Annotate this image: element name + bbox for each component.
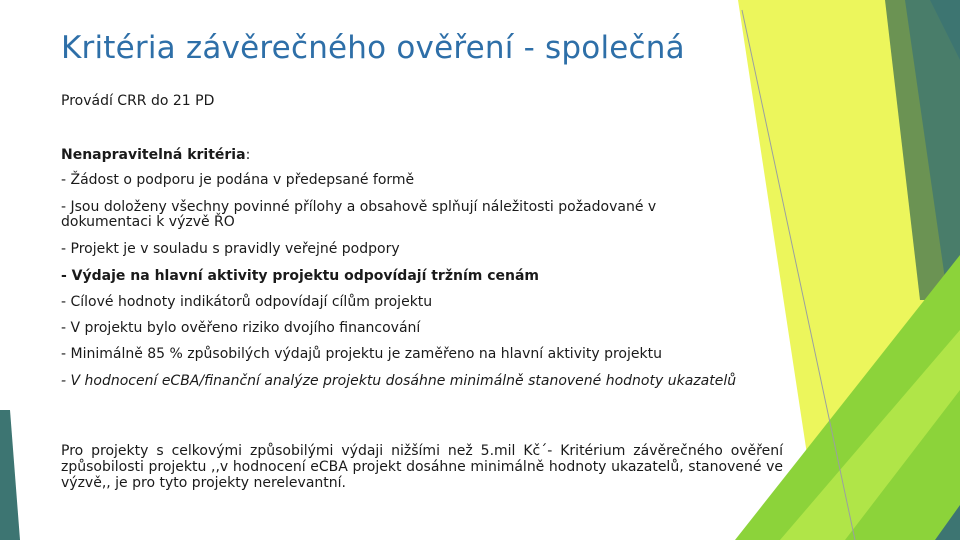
- criteria-item: - Žádost o podporu je podána v předepsané formě: [61, 172, 415, 188]
- criteria-heading-label: Nenapravitelná kritéria: [61, 147, 246, 163]
- criteria-item: - Výdaje na hlavní aktivity projektu odpovídají tržním cenám: [61, 268, 540, 284]
- criteria-item: - Jsou doloženy všechny povinné přílohy a obsahově splňují náležitosti požadované v dokumentaci k výzvě ŘO: [61, 199, 657, 230]
- criteria-item: - V hodnocení eCBA/finanční analýze projektu dosáhne minimálně stanovené hodnoty ukazatelů: [61, 373, 737, 389]
- criteria-item: - Minimálně 85 % způsobilých výdajů projektu je zaměřeno na hlavní aktivity projektu: [61, 346, 662, 362]
- criteria-heading-colon: :: [245, 147, 251, 163]
- criteria-item: - Projekt je v souladu s pravidly veřejné podpory: [61, 241, 400, 257]
- footnote-paragraph: Pro projekty s celkovými způsobilými výdaji nižšími než 5.mil Kč´- Kritérium závěrečného ověření způsobilosti projektu ,,v hodnocení eCBA projekt dosáhne minimálně hodnoty ukazatelů, stanovené ve výzvě,, je pro tyto projekty nerelevantní.: [61, 443, 783, 491]
- slide-subtitle: Provádí CRR do 21 PD: [61, 93, 215, 109]
- slide-title: Kritéria závěrečného ověření - společná: [61, 30, 685, 66]
- criteria-item: - V projektu bylo ověřeno riziko dvojího financování: [61, 320, 421, 336]
- criteria-heading: [61, 147, 250, 163]
- criteria-item: - Cílové hodnoty indikátorů odpovídají cílům projektu: [61, 294, 433, 310]
